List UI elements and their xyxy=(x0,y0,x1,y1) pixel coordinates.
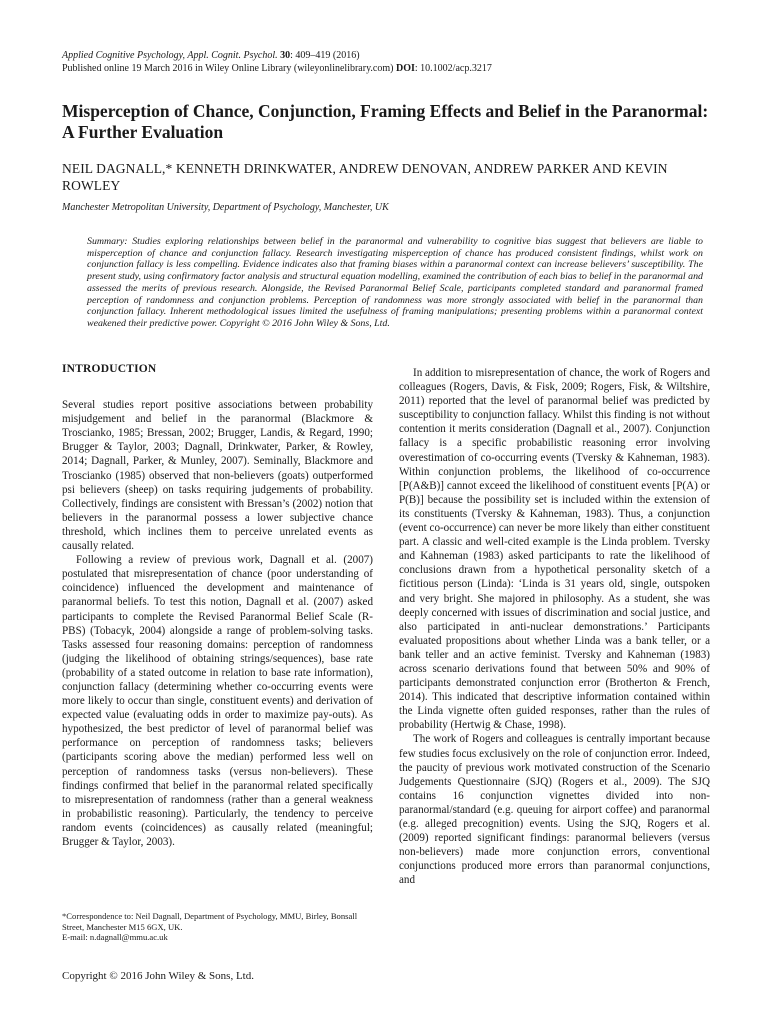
journal-citation-line xyxy=(62,50,722,63)
summary-abstract: Summary: Studies exploring relationships between belief in the paranormal and vulnerability to cognitive bias suggest that believers are liable to misperception of chance and conjunction fallacy. Research investigating misperception of chance has produced consistent findings, whilst work on conjunction fallacy is less compelling. Evidence indicates also that framing biases within a paranormal context can increase believers’ susceptibility. The present study, using confirmatory factor analysis and structural equation modelling, examined the contribution of each bias to belief in the paranormal and assessed the merits of previous research. Alongside, the Revised Paranormal Belief Scale, participants completed standard and paranormal framed perception of randomness and conjunction problems. Perception of randomness was more strongly associated with belief in the paranormal than conjunction fallacy. Inherent methodological issues limited the usefulness of framing manipulations; presenting problems within a paranormal context weakened their predictive power. Copyright © 2016 John Wiley & Sons, Ltd. xyxy=(87,236,703,329)
section-heading-introduction: INTRODUCTION xyxy=(62,363,157,375)
journal-name: Applied Cognitive Psychology, Appl. Cognit. Psychol. xyxy=(62,50,278,61)
intro-paragraph-1: Several studies report positive associations between probability misjudgement and belief in the paranormal (Blackmore & Troscianko, 1985; Bressan, 2002; Brugger, Landis, & Regard, 1990; Brugger & Taylor, 2003; Dagnall, Drinkwater, Parker, & Rowley, 2014; Dagnall, Parker, & Munley, 2007). Seminally, Blackmore and Troscianko (1985) observed that non-believers (goats) outperformed psi believers (sheep) on tasks requiring judgements of probability. Collectively, findings are consistent with Bressan’s (2002) notion that believers in the paranormal possess a lower subjective chance threshold, which inclines them to perceive unrelated events as causally related. xyxy=(62,399,373,553)
right-paragraph-2: The work of Rogers and colleagues is centrally important because few studies focus exclusively on the role of conjunction error. Indeed, the paucity of previous work motivated construction of the Scenario Judgements Questionnaire (SJQ) (Rogers et al., 2009). The SJQ contains 16 conjunction vignettes divided into non-paranormal/standard (e.g. queuing for airport coffee) and paranormal (e.g. alleged precognition) events. Using the SJQ, Rogers et al. (2009) reported significant findings: paranormal believers (versus non-believers) made more conjunction errors, conventional conjunctions produced more errors than paranormal conjunctions, and xyxy=(399,733,710,887)
right-paragraph-1: In addition to misrepresentation of chance, the work of Rogers and colleagues (Rogers, Davis, & Fisk, 2009; Rogers, Fisk, & Wiltshire, 2011) reported that the level of paranormal belief was predicted by susceptibility to conjunction fallacy. Whilst this finding is not without contention it merits consideration (Dagnall et al., 2007). Conjunction fallacy is a specific probabilistic reasoning error involving overestimation of co-occurring events (Tversky & Kahneman, 1983). Within conjunction problems, the likelihood of co-occurrence [P(A&B)] cannot exceed the likelihood of constituent events [P(A) or P(B)] because the possibility set is included within the extension of its constituents (Tversky & Kahneman, 1983). Thus, a conjunction (event co-occurrence) can never be more likely than either constituent part. A classic and well-cited example is the Linda problem. Tversky and Kahneman (1983) asked participants to rate the likelihood of conclusions drawn from a hypothetical personality sketch of a fictitious person (Linda): ‘Linda is 31 years old, single, outspoken and very bright. She majored in philosophy. As a student, she was deeply concerned with issues of discrimination and social justice, and also participated in anti-nuclear demonstrations.’ Participants evaluated propositions about whether Linda was a bank teller, or a bank teller and an active feminist. Tversky and Kahneman (1983) across scenario derivations found that between 50% and 90% of participants demonstrated conjunction error (Brotherton & French, 2014). This indicated that descriptive information contained within the Linda vignette often guided responses, rather than the rules of probability (Hertwig & Chase, 1998). xyxy=(399,367,710,732)
right-column xyxy=(399,366,710,887)
journal-header xyxy=(62,50,722,75)
publication-info: Published online 19 March 2016 in Wiley Online Library (wileyonlinelibrary.com) xyxy=(62,62,394,74)
article-title: Misperception of Chance, Conjunction, Framing Effects and Belief in the Paranormal: A Further Evaluation xyxy=(62,101,709,142)
doi-label: DOI xyxy=(395,62,415,74)
page-copyright: Copyright © 2016 John Wiley & Sons, Ltd. xyxy=(62,970,254,982)
doi-value: : 10.1002/acp.3217 xyxy=(414,62,492,74)
affiliation: Manchester Metropolitan University, Department of Psychology, Manchester, UK xyxy=(62,202,389,213)
author-list: NEIL DAGNALL,* KENNETH DRINKWATER, ANDREW DENOVAN, ANDREW PARKER AND KEVIN ROWLEY xyxy=(62,161,668,193)
left-column xyxy=(62,362,373,849)
footnote-address: *Correspondence to: Neil Dagnall, Department of Psychology, MMU, Birley, Bonsall Street, Manchester M15 6GX, UK. xyxy=(62,911,358,932)
journal-pages: : 409–419 (2016) xyxy=(290,50,360,61)
footnote-email: E-mail: n.dagnall@mmu.ac.uk xyxy=(62,932,168,943)
correspondence-footnote xyxy=(62,911,373,943)
journal-volume: 30 xyxy=(280,50,291,61)
intro-paragraph-2: Following a review of previous work, Dagnall et al. (2007) postulated that misrepresentation of chance (poor understanding of coincidence) influenced the development and maintenance of paranormal beliefs. To test this notion, Dagnall et al. (2007) asked participants to complete the Revised Paranormal Belief Scale (R-PBS) (Tobacyk, 2004) alongside a range of problem-solving tasks. Tasks assessed four reasoning domains: perception of randomness (judging the likelihood of obtaining strings/sequences), base rate (probability of a stated outcome in relation to base rate information), conjunction fallacy (determining whether co-occurring events were more likely to occur than single, constituent events) and derivation of expected value (evaluating odds in order to maximize pay-outs). As hypothesized, the best predictor of level of paranormal belief was performance on perception of randomness tasks; believers (participants scoring above the median) performed less well on perception of randomness tasks (versus non-believers). These findings confirmed that belief in the paranormal related specifically to misrepresentation of randomness (rather than a general weakness in probabilistic reasoning). Particularly, the tendency to perceive random events (coincidences) as causally related (meaningful; Brugger & Taylor, 2003). xyxy=(62,554,373,848)
journal-publication-line xyxy=(62,63,722,76)
